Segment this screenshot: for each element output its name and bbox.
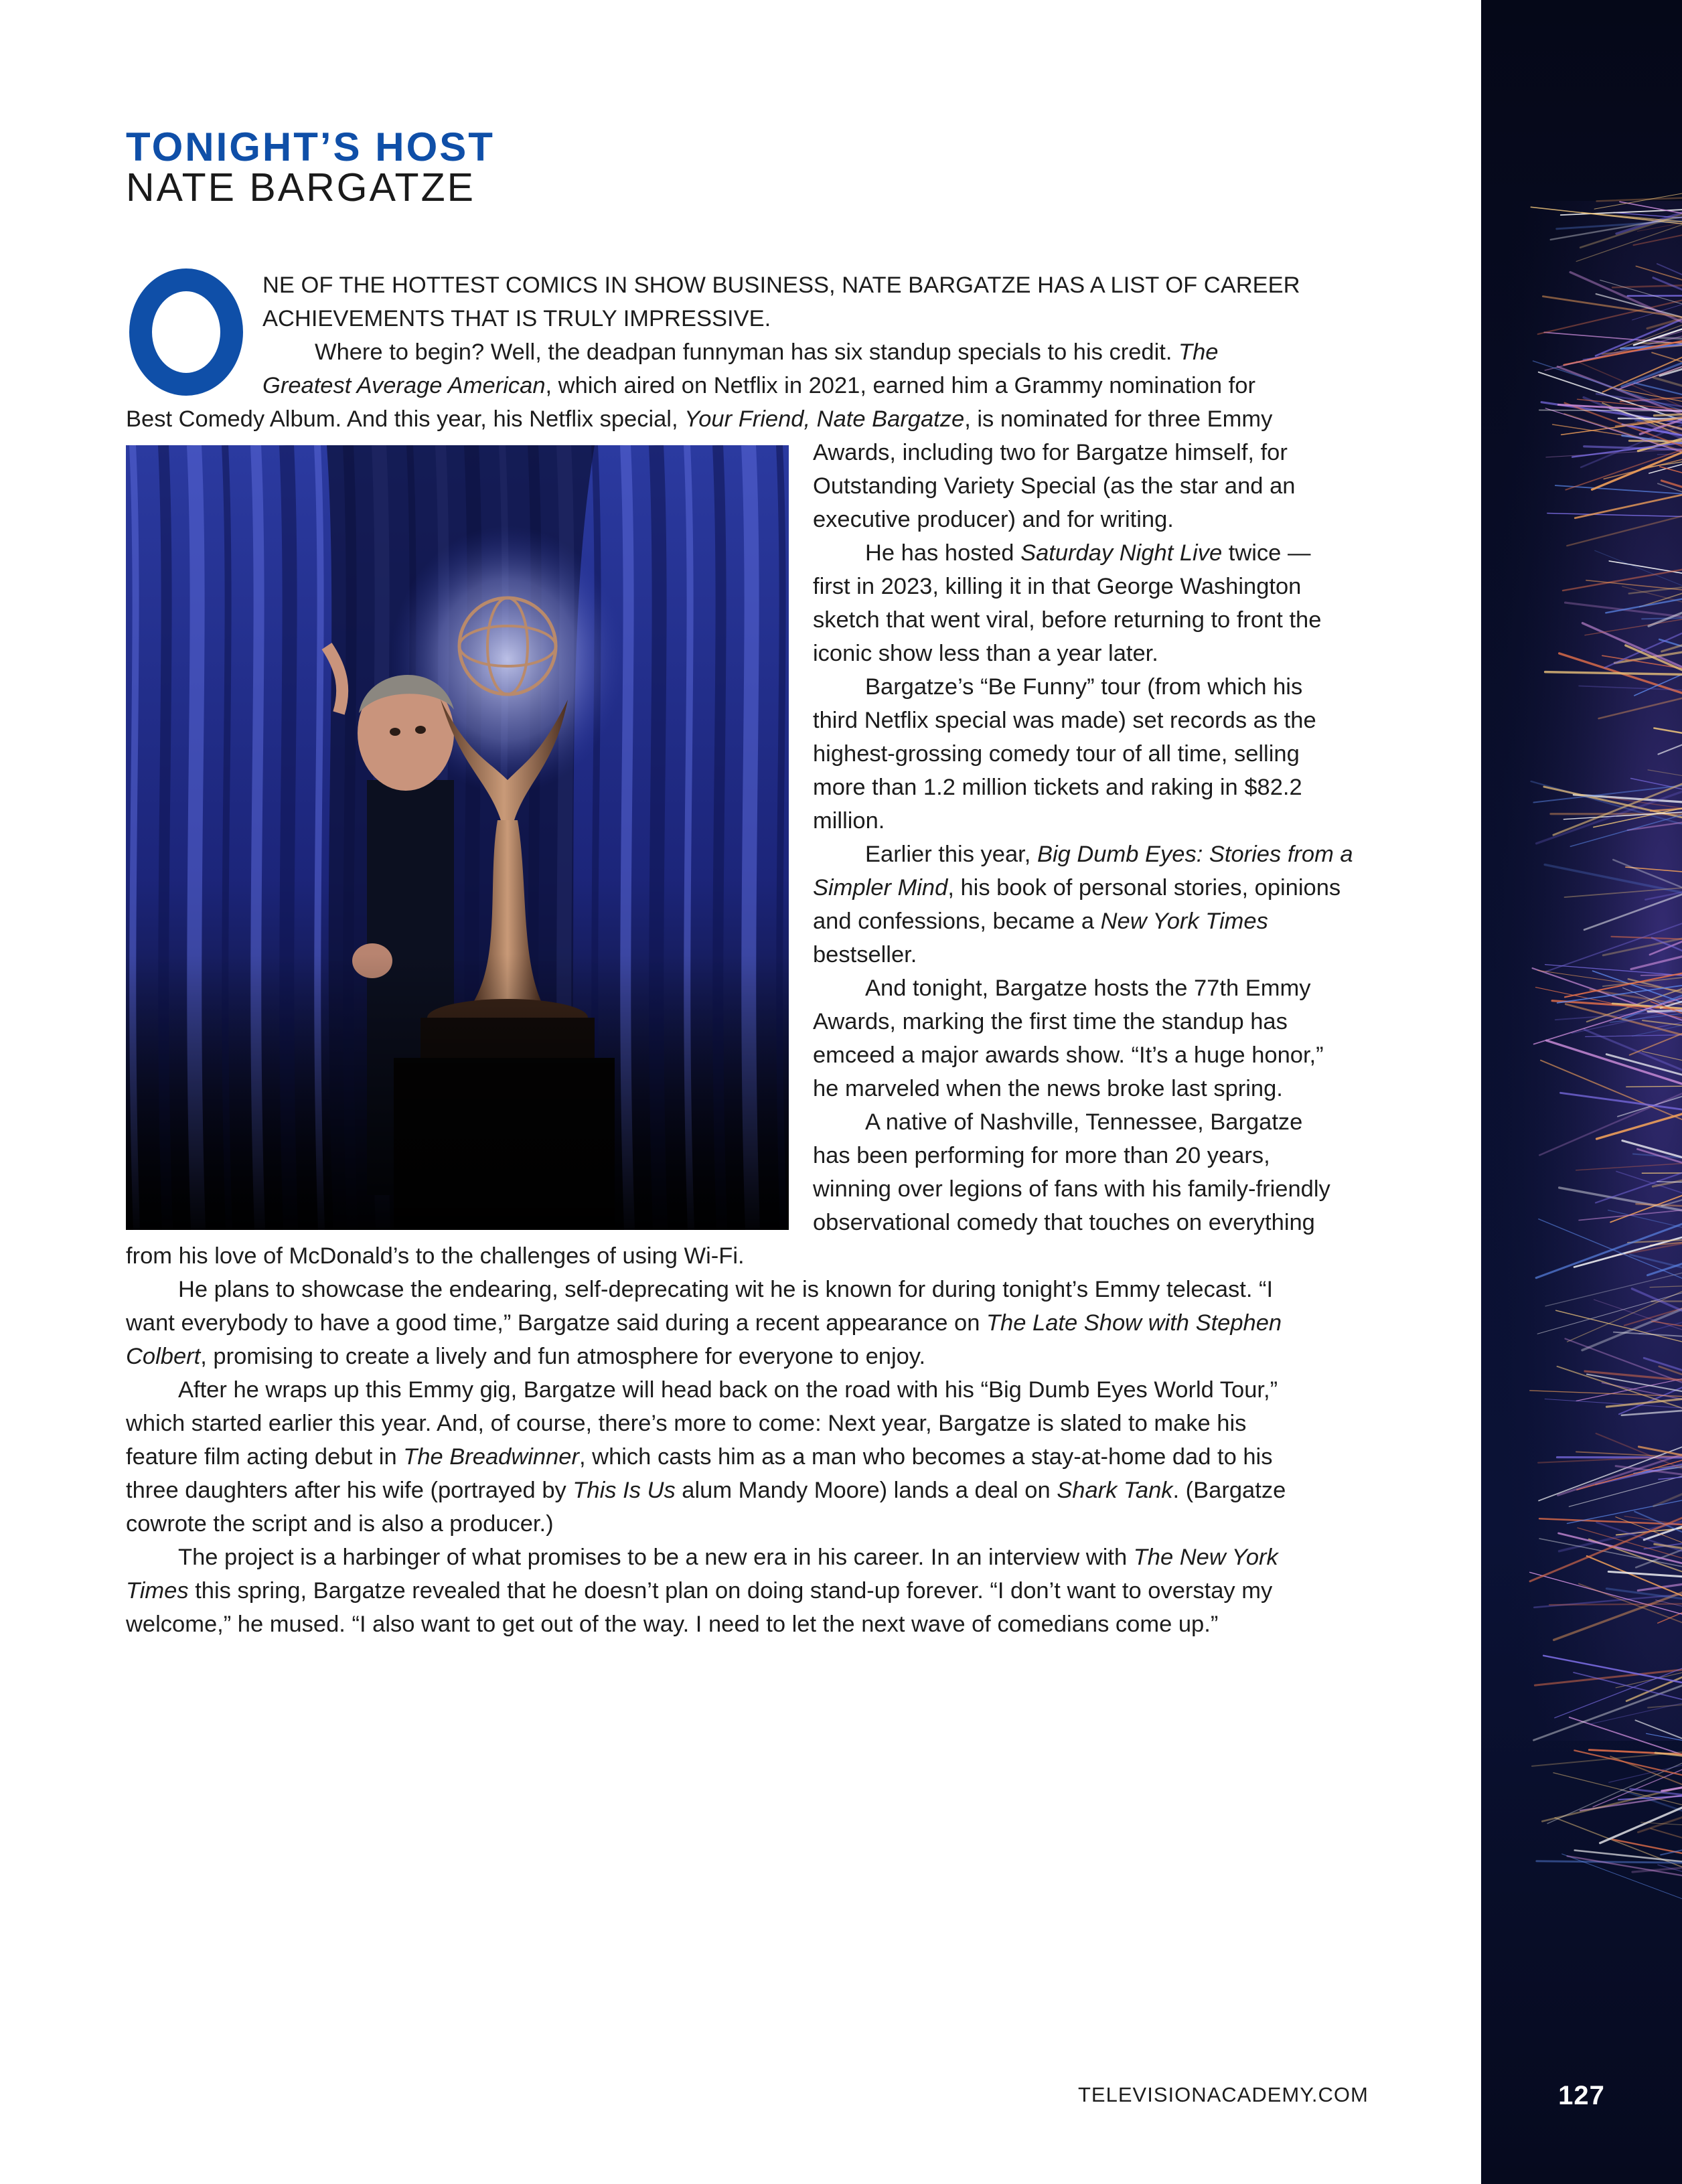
paragraph-line: emceed a major awards show. “It’s a huge honor,” bbox=[813, 1042, 1324, 1068]
intro-line: ACHIEVEMENTS THAT IS TRULY IMPRESSIVE. bbox=[262, 306, 771, 331]
paragraph-line: and confessions, became a New York Times bbox=[813, 909, 1268, 934]
paragraph-line: highest-grossing comedy tour of all time, selling bbox=[813, 741, 1300, 767]
photo-illustration bbox=[126, 445, 789, 1230]
light-streak bbox=[1613, 1839, 1682, 1853]
paragraph-line: Awards, marking the first time the standup has bbox=[813, 1009, 1288, 1034]
paragraph-line: three daughters after his wife (portrayed by This Is Us alum Mandy Moore) lands a deal on Shark Tank. (Bargatze bbox=[126, 1478, 1286, 1503]
drop-cap-o bbox=[126, 265, 246, 399]
light-streak bbox=[1651, 1828, 1682, 1838]
paragraph-line: Times this spring, Bargatze revealed that he doesn’t plan on doing stand-up forever. “I don’t want to overstay my bbox=[126, 1578, 1273, 1604]
light-streak bbox=[1654, 414, 1682, 416]
page-number: 127 bbox=[1558, 2081, 1605, 2110]
paragraph-line: want everybody to have a good time,” Bargatze said during a recent appearance on The Late Show with Stephen bbox=[126, 1310, 1282, 1336]
light-streak bbox=[1539, 410, 1682, 411]
paragraph-line: Greatest Average American, which aired on Netflix in 2021, earned him a Grammy nomination for bbox=[262, 373, 1255, 398]
bottom-text-block bbox=[126, 1239, 1286, 1641]
paragraph-line: Awards, including two for Bargatze himself, for bbox=[813, 440, 1288, 465]
paragraph-line: Where to begin? Well, the deadpan funnyman has six standup specials to his credit. The bbox=[315, 339, 1219, 365]
light-streak bbox=[1659, 337, 1682, 338]
paragraph-line: which started earlier this year. And, of course, there’s more to come: Next year, Bargatze is slated to make his bbox=[126, 1411, 1247, 1436]
paragraph-line: feature film acting debut in The Breadwinner, which casts him as a man who becomes a stay-at-home dad to his bbox=[126, 1444, 1273, 1470]
paragraph-line: Bargatze’s “Be Funny” tour (from which his bbox=[865, 674, 1303, 700]
paragraph-full-width bbox=[126, 402, 1272, 436]
decorative-light-streaks-panel bbox=[1481, 0, 1682, 2184]
paragraph-line: And tonight, Bargatze hosts the 77th Emmy bbox=[865, 976, 1311, 1001]
paragraph-line: from his love of McDonald’s to the challenges of using Wi-Fi. bbox=[126, 1243, 745, 1269]
paragraph-line: welcome,” he mused. “I also want to get out of the way. I need to let the next wave of comedians come up.” bbox=[126, 1612, 1219, 1637]
light-streaks-graphic bbox=[1481, 0, 1682, 2184]
paragraph-line: He plans to showcase the endearing, self-deprecating wit he is known for during tonight’s Emmy telecast. “I bbox=[178, 1277, 1274, 1302]
paragraph-line: iconic show less than a year later. bbox=[813, 641, 1158, 666]
paragraph-line: more than 1.2 million tickets and raking in $82.2 bbox=[813, 775, 1302, 800]
light-streak bbox=[1642, 618, 1682, 619]
intro-line: NE OF THE HOTTEST COMICS IN SHOW BUSINESS, NATE BARGATZE HAS A LIST OF CAREER bbox=[262, 272, 1300, 298]
paragraph-line: million. bbox=[813, 808, 885, 834]
side-column bbox=[813, 436, 1353, 1239]
footer-url: TELEVISIONACADEMY.COM bbox=[1078, 2083, 1369, 2106]
paragraph-line: executive producer) and for writing. bbox=[813, 507, 1174, 532]
paragraph-line: third Netflix special was made) set records as the bbox=[813, 708, 1316, 733]
paragraph-line: He has hosted Saturday Night Live twice — bbox=[865, 540, 1311, 566]
paragraph-line: cowrote the script and is also a producer.) bbox=[126, 1511, 554, 1537]
paragraph-line: has been performing for more than 20 years, bbox=[813, 1143, 1270, 1168]
paragraph-line: Outstanding Variety Special (as the star and an bbox=[813, 473, 1296, 499]
paragraph-line: Best Comedy Album. And this year, his Netflix special, Your Friend, Nate Bargatze, is nominated for three Emmy bbox=[126, 406, 1273, 432]
paragraph-line: Colbert, promising to create a lively and fun atmosphere for everyone to enjoy. bbox=[126, 1344, 926, 1369]
paragraph-line: bestseller. bbox=[813, 942, 917, 967]
light-streak bbox=[1597, 198, 1682, 202]
paragraph-line: Simpler Mind, his book of personal stories, opinions bbox=[813, 875, 1341, 901]
paragraph-line: After he wraps up this Emmy gig, Bargatze will head back on the road with his “Big Dumb Eyes World Tour,” bbox=[178, 1377, 1278, 1403]
section-kicker: TONIGHT’S HOST bbox=[126, 125, 495, 169]
light-streak bbox=[1626, 1086, 1682, 1087]
light-streak bbox=[1532, 1752, 1682, 1766]
paragraph-line: observational comedy that touches on everything bbox=[813, 1210, 1315, 1235]
intro-block bbox=[262, 268, 1300, 402]
paragraph-line: sketch that went viral, before returning to front the bbox=[813, 607, 1322, 633]
paragraph-line: winning over legions of fans with his family-friendly bbox=[813, 1176, 1330, 1202]
paragraph-line: The project is a harbinger of what promises to be a new era in his career. In an interview with The New York bbox=[178, 1545, 1278, 1570]
paragraph-line: he marveled when the news broke last spring. bbox=[813, 1076, 1283, 1101]
host-photo bbox=[126, 445, 789, 1230]
host-name-heading: NATE BARGATZE bbox=[126, 165, 475, 210]
light-streak bbox=[1600, 1808, 1682, 1843]
paragraph-line: first in 2023, killing it in that George Washington bbox=[813, 574, 1302, 599]
paragraph-line: Earlier this year, Big Dumb Eyes: Stories from a bbox=[865, 842, 1353, 867]
paragraph-line: A native of Nashville, Tennessee, Bargatze bbox=[865, 1109, 1303, 1135]
